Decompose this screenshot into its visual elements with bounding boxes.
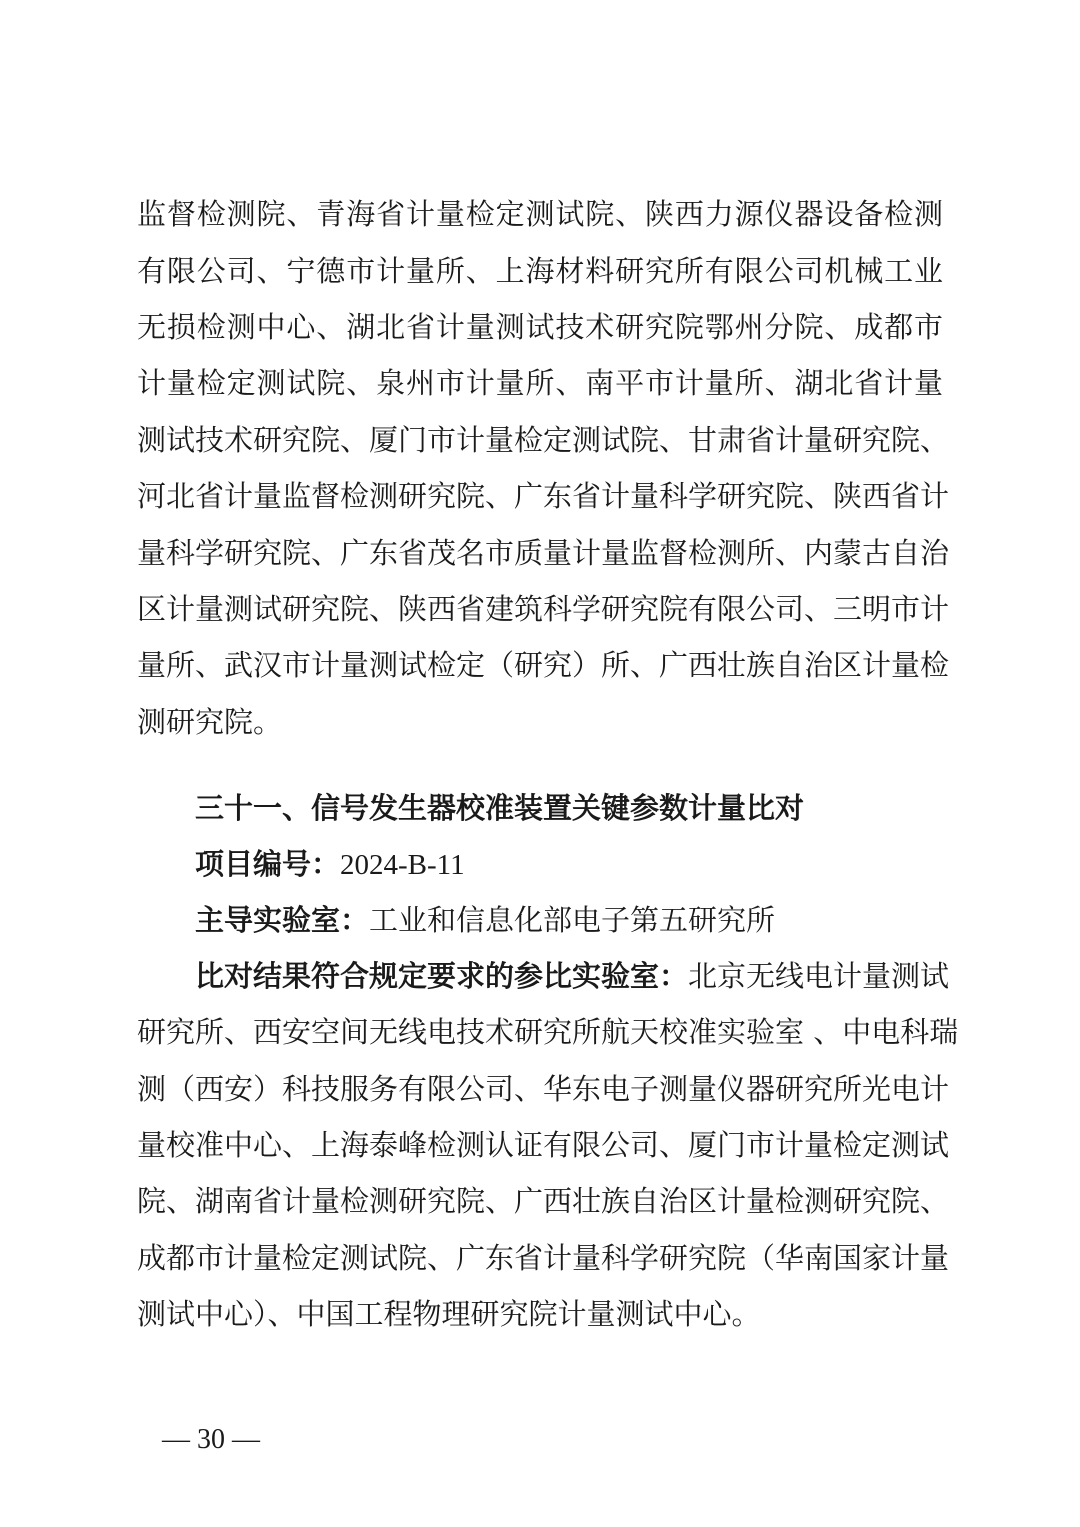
text-line: 计量检定测试院、泉州市计量所、南平市计量所、湖北省计量: [137, 366, 943, 400]
text-line: 测试中心）、中国工程物理研究院计量测试中心。: [137, 1297, 761, 1331]
project-number-value: 2024-B-11: [340, 849, 465, 881]
qualified-labs-intro: [137, 956, 950, 996]
text-line: 区计量测试研究院、陕西省建筑科学研究院有限公司、三明市计: [137, 592, 950, 626]
project-number: [137, 844, 943, 884]
lead-laboratory: [137, 900, 943, 940]
text-line: 成都市计量检定测试院、广东省计量科学研究院（华南国家计量: [137, 1241, 950, 1275]
qualified-labs-label: 比对结果符合规定要求的参比实验室：: [195, 959, 689, 993]
text-line: 河北省计量监督检测研究院、广东省计量科学研究院、陕西省计: [137, 479, 950, 513]
project-number-label: 项目编号：: [195, 847, 341, 881]
text-line: 量校准中心、上海泰峰检测认证有限公司、厦门市计量检定测试: [137, 1128, 950, 1162]
qualified-labs-first: 北京无线电计量测试: [688, 959, 950, 993]
text-line: 无损检测中心、湖北省计量测试技术研究院鄂州分院、成都市: [137, 310, 943, 344]
text-line: 测研究院。: [137, 705, 283, 739]
text-line: 监督检测院、青海省计量检定测试院、陕西力源仪器设备检测: [137, 197, 943, 231]
section-title: 三十一、信号发生器校准装置关键参数计量比对: [195, 791, 805, 825]
page-number: — 30 —: [162, 1424, 260, 1455]
text-line: 研究所、西安空间无线电技术研究所航天校准实验室 、中电科瑞: [137, 1015, 959, 1049]
text-line: 有限公司、宁德市计量所、上海材料研究所有限公司机械工业: [137, 254, 943, 288]
text-line: 测（西安）科技服务有限公司、华东电子测量仪器研究所光电计: [137, 1072, 950, 1106]
text-line: 量所、武汉市计量测试检定（研究）所、广西壮族自治区计量检: [137, 648, 950, 682]
text-line: 测试技术研究院、厦门市计量检定测试院、甘肃省计量研究院、: [137, 423, 950, 457]
lead-laboratory-label: 主导实验室：: [195, 903, 370, 937]
text-line: 院、湖南省计量检测研究院、广西壮族自治区计量检测研究院、: [137, 1184, 950, 1218]
lead-laboratory-value: 工业和信息化部电子第五研究所: [369, 903, 776, 937]
text-line: 量科学研究院、广东省茂名市质量计量监督检测所、内蒙古自治: [137, 536, 950, 570]
